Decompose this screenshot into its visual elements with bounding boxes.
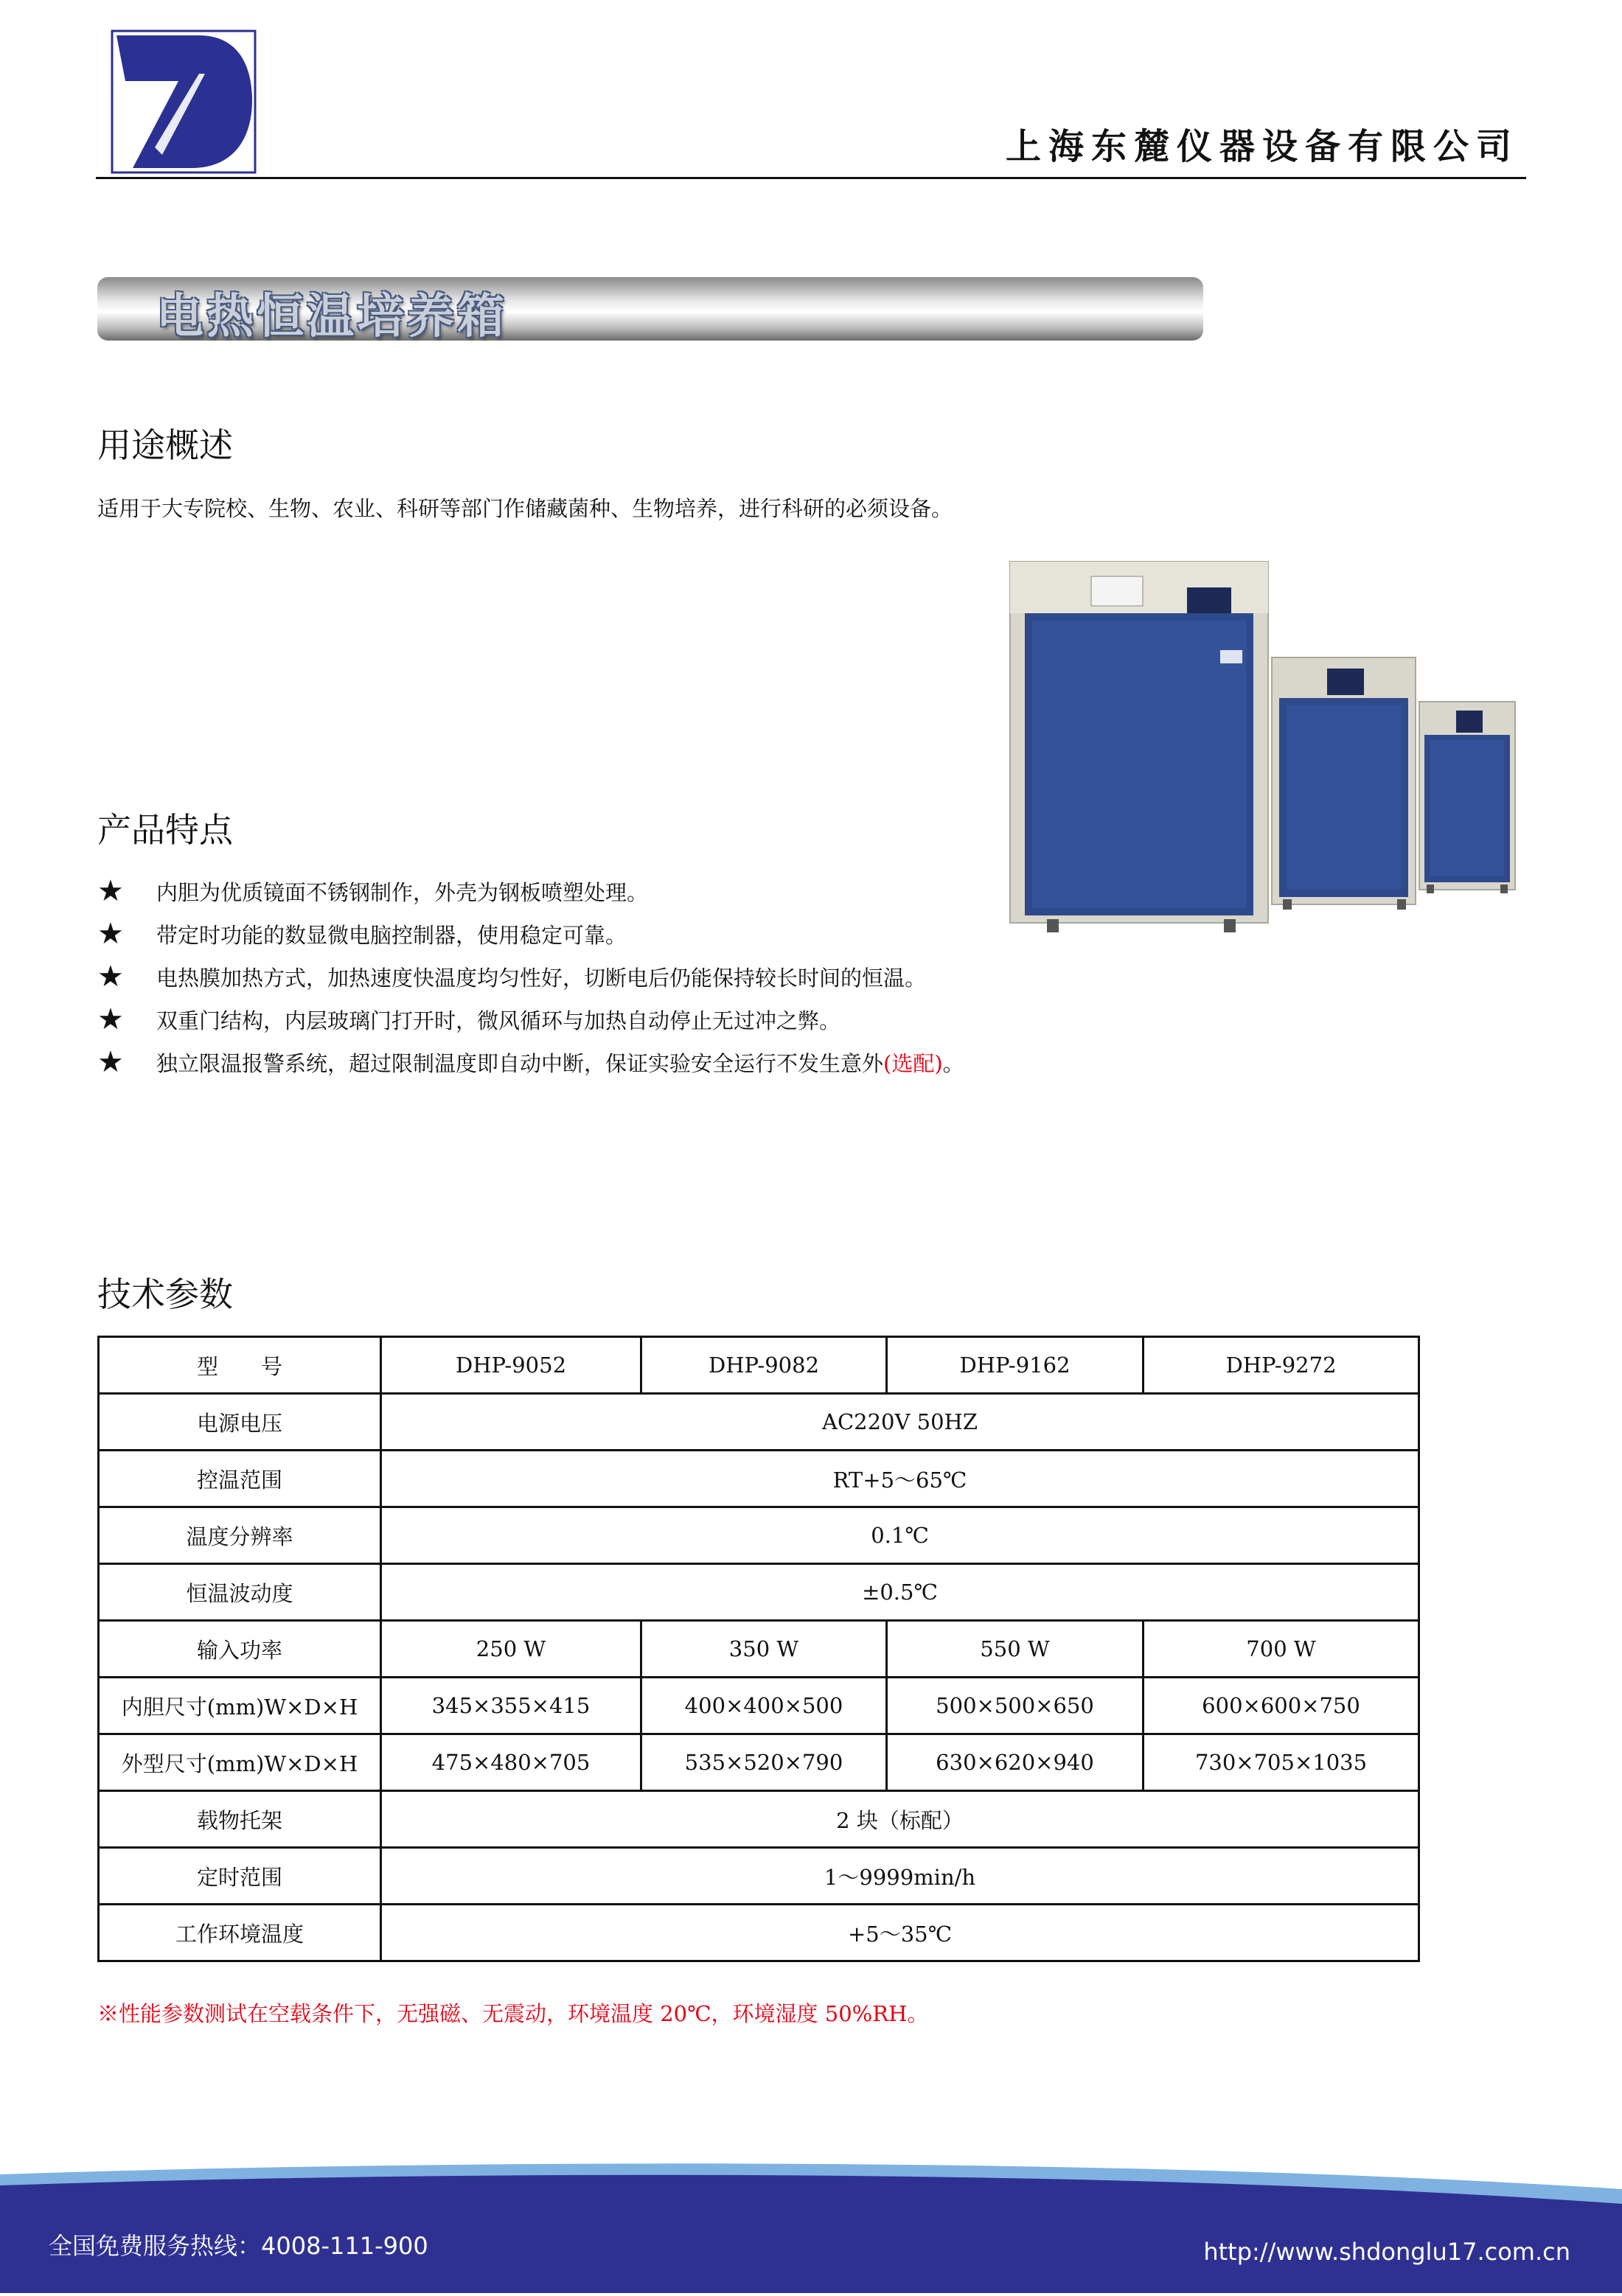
features-heading: 产品特点 xyxy=(97,810,233,850)
table-cell: 350 W xyxy=(641,1621,887,1678)
star-bullet-icon: ★ xyxy=(97,960,124,994)
table-cell: 250 W xyxy=(381,1621,641,1678)
row-label: 定时范围 xyxy=(99,1848,381,1905)
feature-item: ★ 电热膜加热方式，加热速度快温度均匀性好，切断电后仍能保持较长时间的恒温。 xyxy=(97,960,927,994)
row-label: 温度分辨率 xyxy=(99,1507,381,1564)
star-bullet-icon: ★ xyxy=(97,1002,124,1036)
row-label: 外型尺寸(mm)W×D×H xyxy=(99,1734,381,1791)
row-label: 控温范围 xyxy=(99,1451,381,1507)
table-row xyxy=(99,1905,1419,1961)
feature-item: ★ 双重门结构，内层玻璃门打开时，微风循环与加热自动停止无过冲之弊。 xyxy=(97,1002,841,1036)
table-cell: 1～9999min/h xyxy=(381,1848,1419,1905)
table-row xyxy=(99,1848,1419,1905)
table-cell: 475×480×705 xyxy=(381,1734,641,1791)
row-label: 载物托架 xyxy=(99,1791,381,1848)
table-cell: 0.1℃ xyxy=(381,1507,1419,1564)
table-cell: RT+5～65℃ xyxy=(381,1451,1419,1507)
table-row xyxy=(99,1791,1419,1848)
table-row xyxy=(99,1678,1419,1734)
product-photo xyxy=(1003,554,1519,938)
spec-note: ※性能参数测试在空载条件下，无强磁、无震动，环境温度 20℃，环境湿度 50%RH。 xyxy=(97,2001,929,2026)
model-cell: DHP-9162 xyxy=(887,1337,1144,1394)
table-row xyxy=(99,1507,1419,1564)
hotline-text: 全国免费服务热线：4008-111-900 xyxy=(49,2232,428,2260)
usage-heading: 用途概述 xyxy=(97,425,233,465)
table-cell: ±0.5℃ xyxy=(381,1564,1419,1621)
footer-band xyxy=(0,2160,1622,2293)
table-cell: 345×355×415 xyxy=(381,1678,641,1734)
table-cell: 700 W xyxy=(1144,1621,1419,1678)
feature-item: ★ 带定时功能的数显微电脑控制器，使用稳定可靠。 xyxy=(97,917,627,951)
company-logo xyxy=(111,29,257,174)
feature-item: ★ 内胆为优质镜面不锈钢制作，外壳为钢板喷塑处理。 xyxy=(97,874,649,908)
usage-text: 适用于大专院校、生物、农业、科研等部门作储藏菌种、生物培养，进行科研的必须设备。 xyxy=(97,496,953,521)
table-cell: AC220V 50HZ xyxy=(381,1394,1419,1451)
table-row xyxy=(99,1394,1419,1451)
table-cell: +5～35℃ xyxy=(381,1905,1419,1961)
star-bullet-icon: ★ xyxy=(97,917,124,951)
row-label: 工作环境温度 xyxy=(99,1905,381,1961)
row-label: 输入功率 xyxy=(99,1621,381,1678)
table-cell: 600×600×750 xyxy=(1144,1678,1419,1734)
row-label: 恒温波动度 xyxy=(99,1564,381,1621)
model-cell: DHP-9082 xyxy=(641,1337,887,1394)
row-label: 内胆尺寸(mm)W×D×H xyxy=(99,1678,381,1734)
table-cell: 550 W xyxy=(887,1621,1144,1678)
star-bullet-icon: ★ xyxy=(97,874,124,908)
table-row xyxy=(99,1564,1419,1621)
model-cell: DHP-9272 xyxy=(1144,1337,1419,1394)
table-cell: 500×500×650 xyxy=(887,1678,1144,1734)
product-title: 电热恒温培养箱 xyxy=(156,290,507,344)
spec-table xyxy=(97,1336,1420,1962)
table-cell: 630×620×940 xyxy=(887,1734,1144,1791)
specs-heading: 技术参数 xyxy=(97,1274,233,1314)
table-cell: 400×400×500 xyxy=(641,1678,887,1734)
table-row xyxy=(99,1337,1419,1394)
company-name: 上海东麓仪器设备有限公司 xyxy=(1005,126,1519,167)
header-divider xyxy=(96,177,1526,179)
table-cell: 730×705×1035 xyxy=(1144,1734,1419,1791)
row-label: 电源电压 xyxy=(99,1394,381,1451)
table-row xyxy=(99,1734,1419,1791)
model-cell: DHP-9052 xyxy=(381,1337,641,1394)
website-link[interactable]: http://www.shdonglu17.com.cn xyxy=(1203,2238,1570,2266)
star-bullet-icon: ★ xyxy=(97,1045,124,1079)
row-label: 型 号 xyxy=(99,1337,381,1394)
table-row xyxy=(99,1621,1419,1678)
table-row xyxy=(99,1451,1419,1507)
feature-item: ★ 独立限温报警系统，超过限制温度即自动中断，保证实验安全运行不发生意外 (选配) 。 xyxy=(97,1045,964,1079)
optional-note: (选配) xyxy=(883,1050,943,1076)
table-cell: 535×520×790 xyxy=(641,1734,887,1791)
table-cell: 2 块（标配） xyxy=(381,1791,1419,1848)
